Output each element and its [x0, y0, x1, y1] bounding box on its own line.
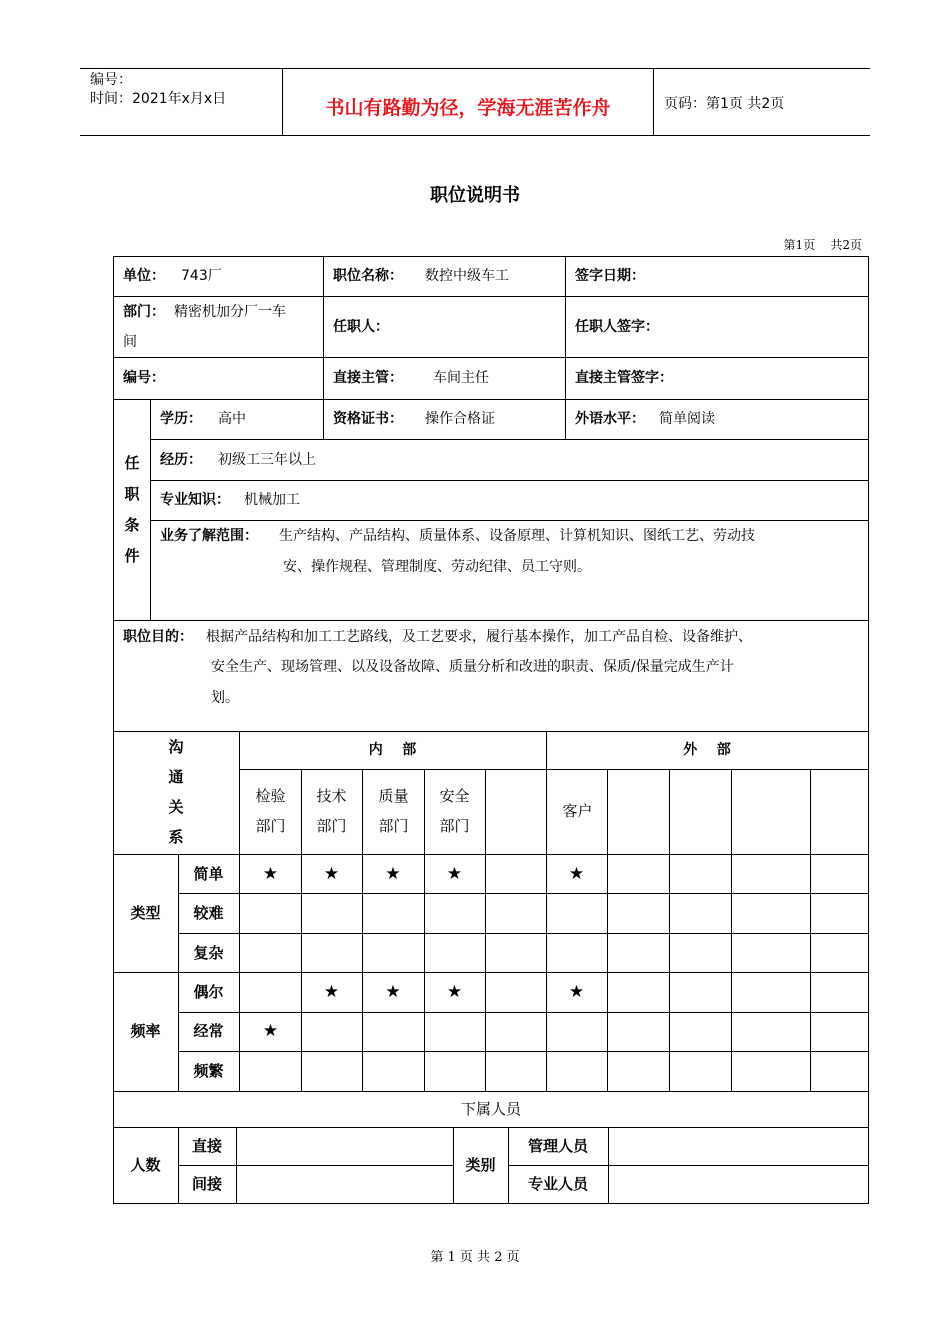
subordinates-title: 下属人员	[460, 1100, 521, 1118]
count-label: 人数	[130, 1156, 161, 1174]
header-motto: 书山有路勤为径，学海无涯苦作舟	[325, 96, 611, 119]
pro-staff-label: 专业人员	[527, 1175, 588, 1193]
freq-star-r1-c0: ★	[262, 1021, 279, 1041]
qual-char-4: 件	[124, 547, 140, 565]
knowledge-value: 机械加工	[244, 492, 300, 508]
header-number-label: 编号：	[90, 72, 132, 88]
dept-quality-line2: 部门	[378, 817, 409, 835]
dept-value-line1: 精密机加分厂一车	[174, 304, 286, 320]
holder-sign-label: 任职人签字：	[575, 319, 659, 335]
cert-label: 资格证书：	[333, 411, 403, 427]
dept-safety-line1: 安全	[439, 787, 470, 805]
page-indicator-top: 第1页 共2页	[783, 238, 862, 252]
purpose-line1: 根据产品结构和加工工艺路线，及工艺要求，履行基本操作，加工产品自检、设备维护、	[206, 629, 752, 645]
dept-quality-line1: 质量	[378, 787, 409, 805]
supervisor-sign-label: 直接主管签字：	[575, 370, 673, 386]
freq-row-occasional: 偶尔	[193, 983, 224, 1001]
education-label: 学历：	[160, 411, 202, 427]
dept-inspection-line2: 部门	[255, 817, 286, 835]
scope-label: 业务了解范围：	[160, 528, 258, 544]
external-dept-customer: 客户	[562, 802, 593, 820]
purpose-line2: 安全生产、现场管理、以及设备故障、质量分析和改进的职责、保质/保量完成生产计	[211, 659, 734, 675]
mgmt-staff-label: 管理人员	[527, 1137, 588, 1155]
type-star-r0-c3: ★	[446, 864, 463, 884]
dept-technical-line2: 部门	[316, 817, 347, 835]
header-time-label: 时间：2021年x月x日	[90, 91, 227, 107]
direct-label: 直接	[191, 1137, 222, 1155]
dept-technical-line1: 技术	[316, 787, 347, 805]
dept-value-line2: 间	[123, 334, 137, 350]
supervisor-label: 直接主管：	[333, 370, 403, 386]
position-value: 数控中级车工	[425, 268, 509, 284]
language-label: 外语水平：	[575, 411, 645, 427]
language-value: 简单阅读	[659, 411, 715, 427]
purpose-label: 职位目的：	[123, 629, 193, 645]
header-bottom-rule	[80, 135, 870, 136]
dept-label: 部门：	[123, 304, 165, 320]
knowledge-label: 专业知识：	[160, 492, 230, 508]
internal-header: 内 部	[368, 742, 417, 758]
category-label: 类别	[465, 1156, 496, 1174]
unit-value: 743厂	[181, 268, 222, 284]
type-row-simple: 简单	[193, 865, 224, 883]
type-star-r0-c0: ★	[262, 864, 279, 884]
holder-label: 任职人：	[333, 319, 389, 335]
type-row-hard: 较难	[193, 904, 224, 922]
scope-line1: 生产结构、产品结构、质量体系、设备原理、计算机知识、图纸工艺、劳动技	[279, 528, 755, 544]
experience-value: 初级工三年以上	[218, 452, 316, 468]
header-top-rule	[80, 68, 870, 69]
freq-row-often: 经常	[193, 1022, 224, 1040]
dept-header-technical	[301, 781, 362, 841]
dept-header-safety	[424, 781, 485, 841]
code-label: 编号：	[123, 370, 165, 386]
dept-header-quality	[363, 781, 424, 841]
qual-char-2: 职	[124, 485, 140, 503]
freq-row-frequent: 频繁	[193, 1062, 224, 1080]
dept-inspection-line1: 检验	[255, 787, 286, 805]
page-footer: 第 1 页 共 2 页	[430, 1250, 520, 1265]
freq-star-r0-c3: ★	[446, 982, 463, 1002]
scope-line2: 安、操作规程、管理制度、劳动纪律、员工守则。	[283, 559, 591, 575]
header-divider-right	[653, 68, 654, 136]
education-value: 高中	[218, 411, 246, 427]
dept-safety-line2: 部门	[439, 817, 470, 835]
qual-char-3: 条	[124, 516, 140, 534]
freq-star-r0-c5: ★	[568, 982, 585, 1002]
comm-char-4: 系	[168, 828, 184, 846]
freq-group-label: 频率	[130, 1022, 161, 1040]
sign-date-label: 签字日期：	[575, 268, 645, 284]
type-group-label: 类型	[130, 904, 161, 922]
purpose-line3: 划。	[211, 690, 239, 706]
comm-char-3: 关	[168, 798, 184, 816]
type-star-r0-c2: ★	[385, 864, 401, 884]
comm-char-2: 通	[168, 768, 184, 786]
type-row-complex: 复杂	[193, 944, 224, 962]
type-star-r0-c1: ★	[323, 864, 340, 884]
freq-star-r0-c1: ★	[323, 982, 340, 1002]
unit-label: 单位：	[123, 268, 165, 284]
freq-star-r0-c2: ★	[385, 982, 401, 1002]
dept-header-inspection	[240, 781, 301, 841]
qual-char-1: 任	[124, 454, 140, 472]
document-title: 职位说明书	[430, 185, 520, 206]
supervisor-value: 车间主任	[433, 370, 489, 386]
position-label: 职位名称：	[333, 268, 403, 284]
indirect-label: 间接	[191, 1175, 222, 1193]
cert-value: 操作合格证	[425, 411, 495, 427]
comm-char-1: 沟	[168, 738, 184, 756]
external-header: 外 部	[683, 742, 731, 758]
header-page-label: 页码：第1页 共2页	[664, 96, 785, 112]
type-star-r0-c5: ★	[568, 864, 585, 884]
experience-label: 经历：	[160, 452, 202, 468]
